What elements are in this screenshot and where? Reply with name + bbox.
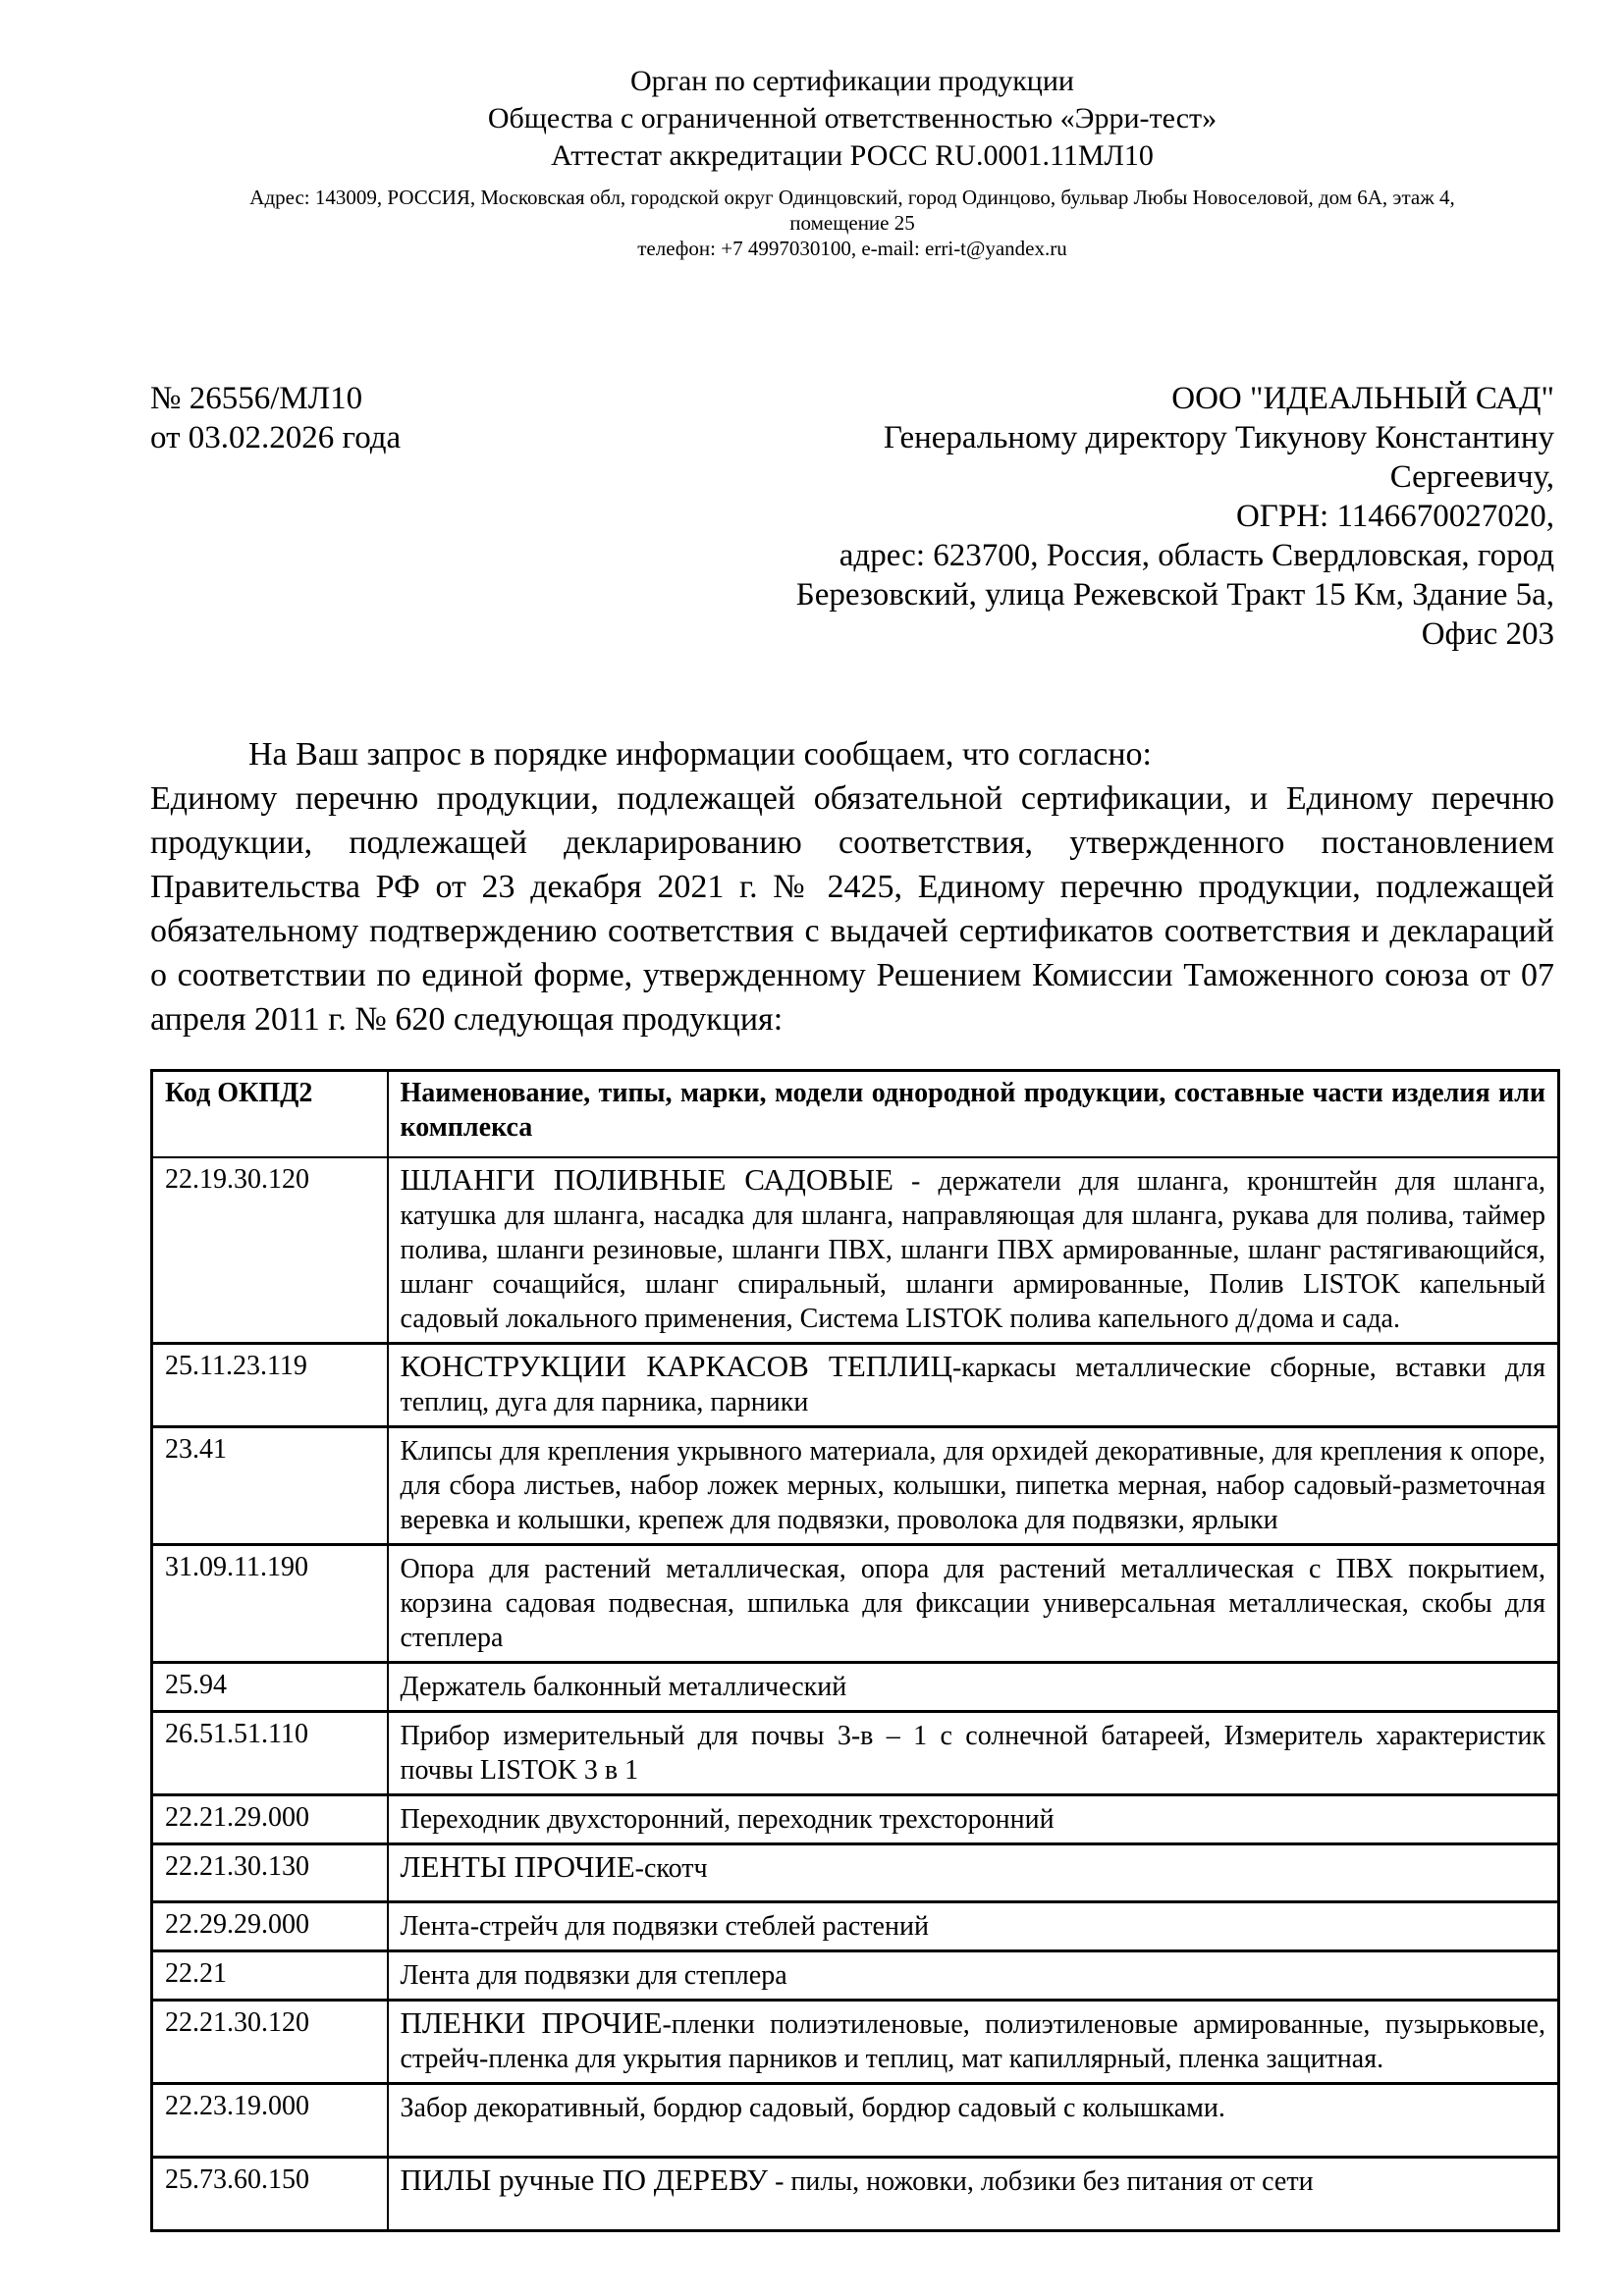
table-header-row: [152, 1071, 1559, 1158]
okpd2-code: 25.73.60.150: [152, 2158, 388, 2231]
table-row: [152, 2158, 1559, 2231]
okpd2-code: 26.51.51.110: [152, 1712, 388, 1795]
okpd2-code: 31.09.11.190: [152, 1545, 388, 1663]
product-description: [388, 1157, 1559, 1344]
letterhead-org-line1: Орган по сертификации продукции: [630, 65, 1074, 97]
product-description-lead: ПЛЕНКИ ПРОЧИЕ: [400, 2005, 663, 2040]
okpd2-code: 22.19.30.120: [152, 1157, 388, 1344]
product-description-text: Клипсы для крепления укрывного материала, для орхидей декоративные, для крепления к опоре, для сбора листьев, набор ложек мерных, колышки, пипетка мерная, набор садовый-разметочная веревка и колышки, крепеж для подвязки, проволока для подвязки, ярлыки: [400, 1436, 1545, 1535]
product-description-text: Переходник двухсторонний, переходник трехсторонний: [400, 1804, 1055, 1835]
table-row: [152, 1427, 1559, 1545]
table-row: [152, 1344, 1559, 1427]
table-row: [152, 1663, 1559, 1712]
product-description-lead: ПИЛЫ ручные ПО ДЕРЕВУ: [400, 2163, 769, 2197]
recipient-ogrn: ОГРН: 1146670027020,: [1235, 499, 1554, 534]
table-row: [152, 2084, 1559, 2158]
products-table: [150, 1069, 1560, 2232]
product-description-text: Лента для подвязки для степлера: [400, 1960, 787, 1991]
product-description: [388, 1663, 1559, 1712]
okpd2-code: 22.29.29.000: [152, 1902, 388, 1951]
table-header-desc: Наименование, типы, марки, модели однородной продукции, составные части изделия или комплекса: [388, 1071, 1559, 1158]
product-description: [388, 1951, 1559, 2001]
product-description-text: - держатели для шланга, кронштейн для шланга, катушка для шланга, насадка для шланга, направляющая для шланга, рукава для полива, таймер полива, шланги резиновые, шланги ПВХ, шланги ПВХ армированные, шланг растягивающийся, шланг сочащийся, шланг спиральный, шланги армированные, Полив LISTOK капельный садовый локального применения, Система LISTOK полива капельного д/дома и сада.: [400, 1166, 1545, 1334]
product-description-text: Опора для растений металлическая, опора для растений металлическая с ПВХ покрытием, корзина садовая подвесная, шпилька для фиксации универсальная металлическая, скобы для степлера: [400, 1554, 1545, 1653]
recipient-block: [730, 379, 1554, 654]
table-row: [152, 1844, 1559, 1902]
table-row: [152, 2001, 1559, 2084]
letterhead-address-line1: Адрес: 143009, РОССИЯ, Московская обл, городской округ Одинцовский, город Одинцово, бульвар Любы Новоселовой, дом 6А, этаж 4,: [249, 186, 1455, 209]
letterhead-org-line2: Общества с ограниченной ответственностью «Эрри-тест»: [487, 102, 1218, 134]
product-description-text: -пленки полиэтиленовые, полиэтиленовые армированные, пузырьковые, стрейч-пленка для укрытия парников и теплиц, мат капиллярный, пленка защитная.: [400, 2009, 1545, 2074]
letterhead-address-line2: помещение 25: [789, 211, 915, 235]
product-description: [388, 1844, 1559, 1902]
product-description: [388, 1795, 1559, 1844]
recipient-address-line3: Офис 203: [1421, 616, 1554, 652]
okpd2-code: 22.21.30.120: [152, 2001, 388, 2084]
okpd2-code: 25.94: [152, 1663, 388, 1712]
table-row: [152, 1712, 1559, 1795]
okpd2-code: 22.21.29.000: [152, 1795, 388, 1844]
product-description-lead: ЛЕНТЫ ПРОЧИЕ: [400, 1849, 635, 1884]
table-row: [152, 1795, 1559, 1844]
product-description-text: -скотч: [634, 1853, 708, 1884]
product-description-text: -каркасы металлические сборные, вставки для теплиц, дуга для парника, парники: [400, 1353, 1545, 1417]
letter-date: от 03.02.2026 года: [150, 420, 402, 455]
product-description-lead: КОНСТРУКЦИИ КАРКАСОВ ТЕПЛИЦ: [400, 1349, 952, 1383]
product-description: [388, 1902, 1559, 1951]
letterhead-address: [194, 185, 1510, 236]
product-description-lead: ШЛАНГИ ПОЛИВНЫЕ САДОВЫЕ: [400, 1162, 893, 1197]
letterhead-contact: телефон: +7 4997030100, e-mail: erri-t@yandex.ru: [637, 237, 1067, 260]
table-body: [152, 1157, 1559, 2231]
okpd2-code: 22.23.19.000: [152, 2084, 388, 2158]
body-intro: На Ваш запрос в порядке информации сообщаем, что согласно:: [248, 736, 1152, 773]
body-paragraph: Единому перечню продукции, подлежащей обязательной сертификации, и Единому перечню продукции, подлежащей декларированию соответствия, утвержденного постановлением Правительства РФ от 23 декабря 2021 г. № 2425, Единому перечню продукции, подлежащей обязательному подтверждению соответствия с выдачей сертификатов соответствия и деклараций о соответствии по единой форме, утвержденному Решением Комиссии Таможенного союза от 07 апреля 2011 г. № 620 следующая продукция:: [150, 780, 1554, 1038]
recipient-address-line1: адрес: 623700, Россия, область Свердловская, город: [839, 538, 1554, 573]
table-row: [152, 1157, 1559, 1344]
product-description: [388, 1712, 1559, 1795]
product-description: [388, 2158, 1559, 2231]
letterhead-accreditation: Аттестат аккредитации РОСС RU.0001.11МЛ10: [551, 139, 1154, 172]
okpd2-code: 23.41: [152, 1427, 388, 1545]
product-description-text: Лента-стрейч для подвязки стеблей растений: [400, 1911, 929, 1942]
recipient-director-line2: Сергеевичу,: [1389, 459, 1554, 495]
table-row: [152, 1545, 1559, 1663]
table-header-code: Код ОКПД2: [152, 1071, 388, 1158]
letterhead: [150, 0, 1554, 261]
letter-number: № 26556/МЛ10: [150, 381, 363, 416]
product-description: [388, 1427, 1559, 1545]
recipient-address-line2: Березовский, улица Режевской Тракт 15 Км, Здание 5а,: [795, 577, 1554, 613]
recipient-director-line1: Генеральному директору Тикунову Константину: [883, 420, 1554, 455]
recipient-company: ООО "ИДЕАЛЬНЫЙ САД": [1171, 381, 1554, 416]
table-row: [152, 1951, 1559, 2001]
okpd2-code: 22.21.30.130: [152, 1844, 388, 1902]
letter-number-block: [150, 379, 401, 457]
letter-meta-row: [150, 379, 1554, 654]
product-description-text: Держатель балконный металлический: [400, 1672, 847, 1702]
product-description-text: Прибор измерительный для почвы 3-в – 1 с солнечной батареей, Измеритель характеристик почвы LISTOK 3 в 1: [400, 1721, 1545, 1786]
product-description: [388, 1344, 1559, 1427]
product-description: [388, 1545, 1559, 1663]
product-description-text: Забор декоративный, бордюр садовый, бордюр садовый с колышками.: [400, 2093, 1225, 2123]
product-description-text: - пилы, ножовки, лобзики без питания от сети: [768, 2166, 1314, 2197]
table-row: [152, 1902, 1559, 1951]
document-content: [150, 0, 1554, 2232]
okpd2-code: 22.21: [152, 1951, 388, 2001]
product-description: [388, 2084, 1559, 2158]
product-description: [388, 2001, 1559, 2084]
okpd2-code: 25.11.23.119: [152, 1344, 388, 1427]
